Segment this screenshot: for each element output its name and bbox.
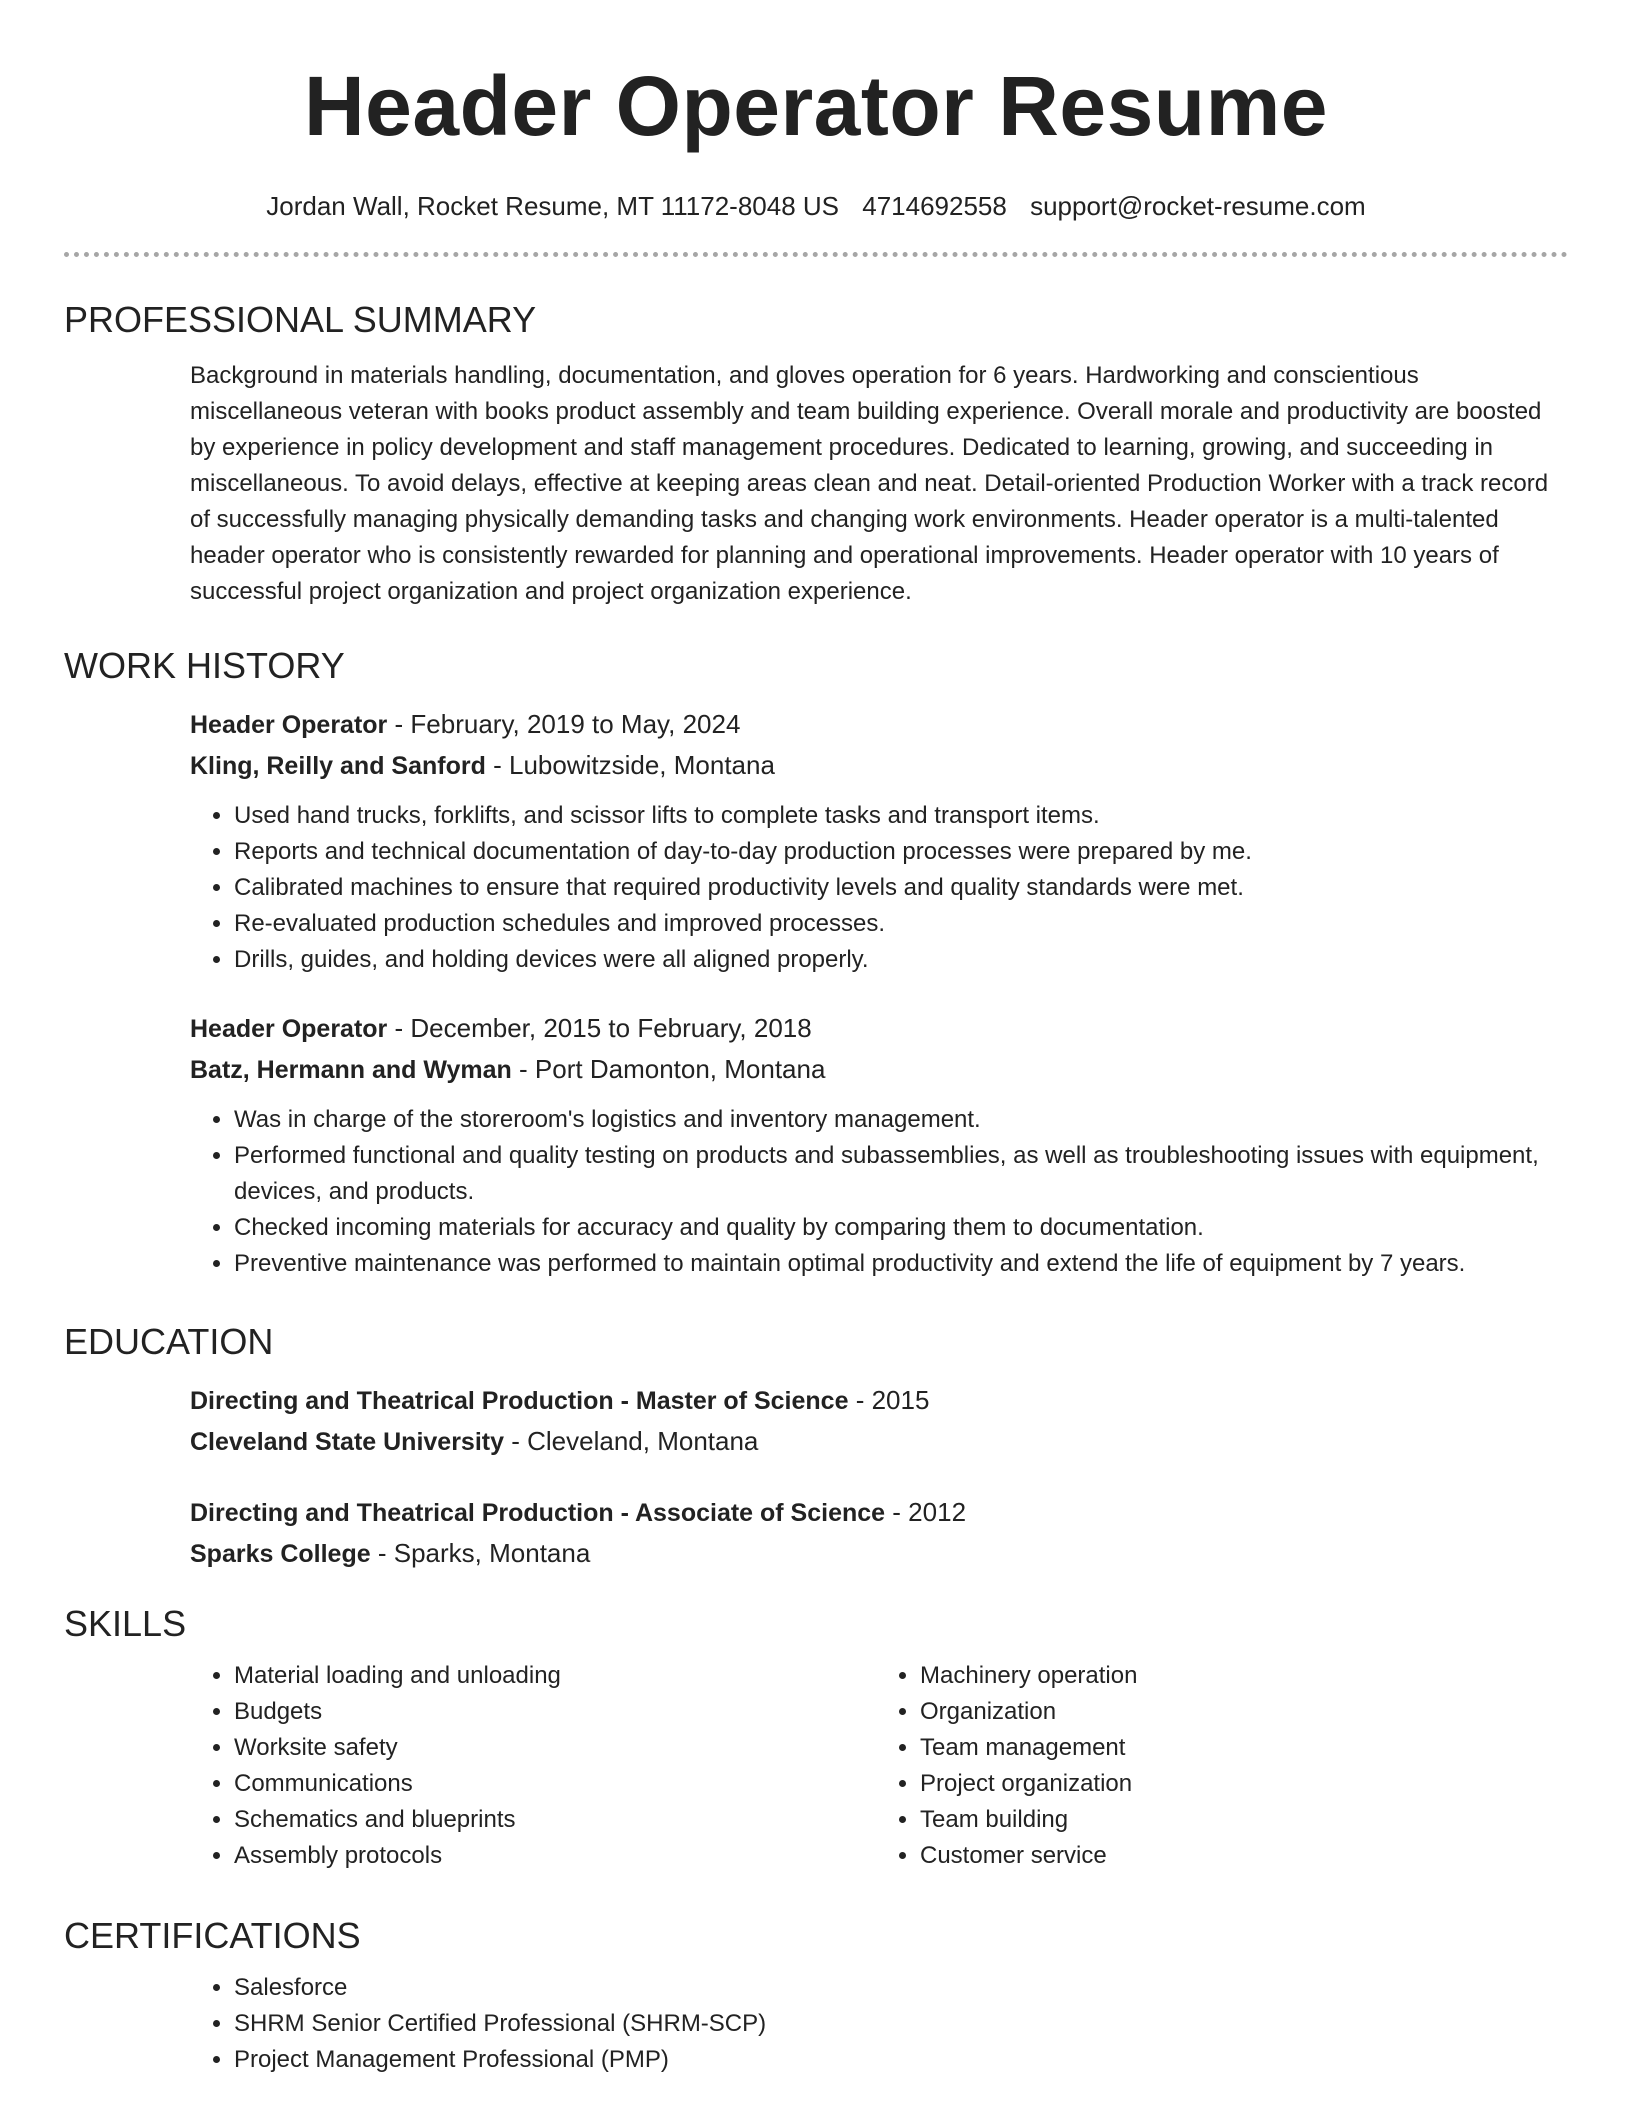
summary-section <box>64 298 1568 610</box>
skill-item: • Team management <box>920 1730 1562 1766</box>
job-company-line <box>190 745 1562 786</box>
job-bullets <box>190 798 1562 978</box>
degree-year: - 2012 <box>885 1497 967 1527</box>
school-name: Sparks College <box>190 1540 371 1568</box>
education-entry <box>190 1380 1562 1462</box>
contact-phone: 4714692558 <box>862 191 1007 221</box>
job-title-line <box>190 1008 1562 1049</box>
skill-item: • Communications <box>234 1766 876 1802</box>
contact-email: support@rocket-resume.com <box>1030 191 1366 221</box>
job-bullet: • Checked incoming materials for accuracy and quality by comparing them to documentation. <box>234 1210 1562 1246</box>
job-bullet: • Calibrated machines to ensure that required productivity levels and quality standards were met. <box>234 870 1562 906</box>
job-bullets <box>190 1102 1562 1282</box>
school-name: Cleveland State University <box>190 1428 505 1456</box>
summary-heading: PROFESSIONAL SUMMARY <box>64 299 537 340</box>
skill-item: • Schematics and blueprints <box>234 1802 876 1838</box>
skills-section <box>64 1602 1568 1874</box>
skills-list-right <box>876 1658 1562 1874</box>
job-location: - Port Damonton, Montana <box>511 1054 826 1084</box>
job-bullet: • Re-evaluated production schedules and improved processes. <box>234 906 1562 942</box>
degree-year: - 2015 <box>848 1385 930 1415</box>
school-line <box>190 1421 1562 1462</box>
job-location: - Lubowitzside, Montana <box>485 750 775 780</box>
job-bullet: • Drills, guides, and holding devices were all aligned properly. <box>234 942 1562 978</box>
job-bullet: • Used hand trucks, forklifts, and scissor lifts to complete tasks and transport items. <box>234 798 1562 834</box>
skills-grid <box>190 1646 1562 1874</box>
summary-text: Background in materials handling, documentation, and gloves operation for 6 years. Hardworking and conscientious miscellaneous veteran with books product assembly and team building experience. Overall morale and productivity are boosted by experience in policy development and staff management procedures. Dedicated to learning, growing, and succeeding in miscellaneous. To avoid delays, effective at keeping areas clean and neat. Detail-oriented Production Worker with a track record of successfully managing physically demanding tasks and changing work environments. Header operator is a multi-talented header operator who is consistently rewarded for planning and operational improvements. Header operator with 10 years of successful project organization and project organization experience. <box>190 362 1549 605</box>
job-bullet: • Preventive maintenance was performed to maintain optimal productivity and extend the life of equipment by 7 years. <box>234 1246 1562 1282</box>
skill-item: • Machinery operation <box>920 1658 1562 1694</box>
skill-item: • Customer service <box>920 1838 1562 1874</box>
certification-item: • SHRM Senior Certified Professional (SHRM-SCP) <box>234 2006 1562 2042</box>
skills-list-left <box>190 1658 876 1874</box>
job-company-line <box>190 1049 1562 1090</box>
header-divider <box>64 252 1568 257</box>
skill-item: • Organization <box>920 1694 1562 1730</box>
job-bullet: • Performed functional and quality testing on products and subassemblies, as well as troubleshooting issues with equipment, devices, and products. <box>234 1138 1562 1210</box>
skill-item: • Assembly protocols <box>234 1838 876 1874</box>
school-line <box>190 1533 1562 1574</box>
work-history-section <box>64 644 1568 1282</box>
job-dates: - December, 2015 to February, 2018 <box>387 1013 812 1043</box>
certification-item: • Project Management Professional (PMP) <box>234 2042 1562 2078</box>
job-entry <box>190 1008 1562 1282</box>
skill-item: • Budgets <box>234 1694 876 1730</box>
certification-item: • Salesforce <box>234 1970 1562 2006</box>
certifications-section <box>64 1914 1568 2078</box>
degree-line <box>190 1492 1562 1533</box>
contact-address: Jordan Wall, Rocket Resume, MT 11172-8048 US <box>266 191 840 221</box>
skills-heading: SKILLS <box>64 1603 187 1644</box>
school-location: - Sparks, Montana <box>370 1538 591 1568</box>
skill-item: • Team building <box>920 1802 1562 1838</box>
job-title: Header Operator <box>190 1015 388 1043</box>
job-dates: - February, 2019 to May, 2024 <box>387 709 741 739</box>
school-location: - Cleveland, Montana <box>504 1426 759 1456</box>
education-entry <box>190 1492 1562 1574</box>
page-title: Header Operator Resume <box>303 59 1329 153</box>
job-title: Header Operator <box>190 711 388 739</box>
job-bullet: • Was in charge of the storeroom's logistics and inventory management. <box>234 1102 1562 1138</box>
degree-line <box>190 1380 1562 1421</box>
job-entry <box>190 704 1562 978</box>
contact-line <box>64 190 1568 222</box>
education-section <box>64 1320 1568 1574</box>
job-company: Kling, Reilly and Sanford <box>190 752 486 780</box>
certifications-heading: CERTIFICATIONS <box>64 1915 361 1956</box>
job-bullet: • Reports and technical documentation of day-to-day production processes were prepared by me. <box>234 834 1562 870</box>
certifications-list <box>190 1970 1562 2078</box>
education-heading: EDUCATION <box>64 1321 274 1362</box>
skill-item: • Worksite safety <box>234 1730 876 1766</box>
work-history-heading: WORK HISTORY <box>64 645 345 686</box>
job-title-line <box>190 704 1562 745</box>
skill-item: • Project organization <box>920 1766 1562 1802</box>
job-company: Batz, Hermann and Wyman <box>190 1056 512 1084</box>
degree-name: Directing and Theatrical Production - Master of Science <box>190 1387 849 1415</box>
skill-item: • Material loading and unloading <box>234 1658 876 1694</box>
degree-name: Directing and Theatrical Production - Associate of Science <box>190 1499 886 1527</box>
